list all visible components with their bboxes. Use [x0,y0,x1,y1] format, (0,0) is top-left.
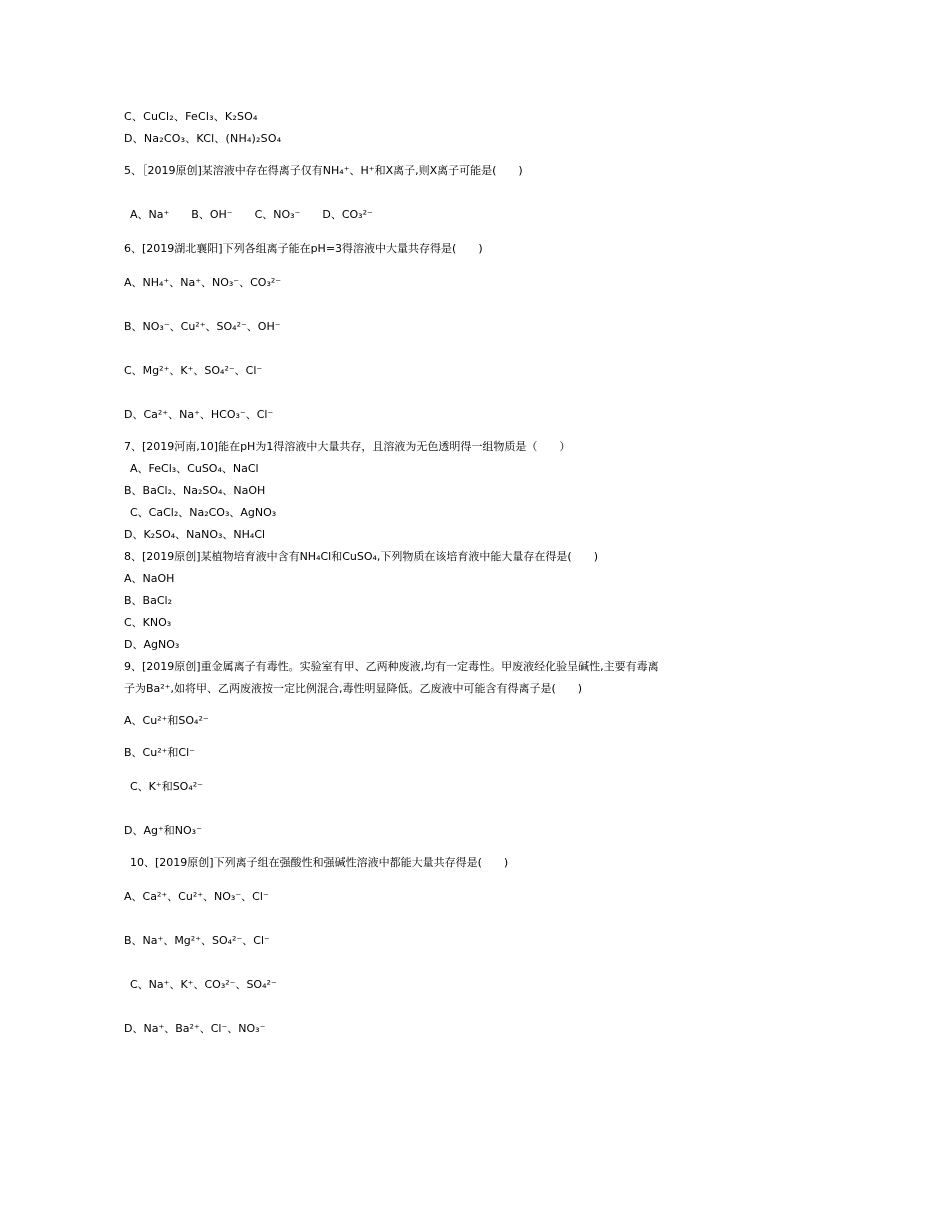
question-9-option-c: C、K⁺和SO₄²⁻ [130,780,203,793]
option-d-prev: D、Na₂CO₃、KCl、(NH₄)₂SO₄ [124,132,282,145]
question-7-option-c: C、CaCl₂、Na₂CO₃、AgNO₃ [130,506,277,519]
question-9-option-b: B、Cu²⁺和Cl⁻ [124,746,195,759]
question-6: 6、[2019湖北襄阳]下列各组离子能在pH=3得溶液中大量共存得是( ) [124,242,483,255]
question-6-option-c: C、Mg²⁺、K⁺、SO₄²⁻、Cl⁻ [124,364,263,377]
question-9-option-a: A、Cu²⁺和SO₄²⁻ [124,714,209,727]
question-5-options: A、Na⁺ B、OH⁻ C、NO₃⁻ D、CO₃²⁻ [130,208,373,221]
question-10-option-d: D、Na⁺、Ba²⁺、Cl⁻、NO₃⁻ [124,1022,266,1035]
question-10-option-b: B、Na⁺、Mg²⁺、SO₄²⁻、Cl⁻ [124,934,270,947]
question-7-option-d: D、K₂SO₄、NaNO₃、NH₄Cl [124,528,266,541]
question-9-line-1: 9、[2019原创]重金属离子有毒性。实验室有甲、乙两种废液,均有一定毒性。甲废液经化验呈碱性,主要有毒离 [124,660,659,673]
question-7-option-a: A、FeCl₃、CuSO₄、NaCl [130,462,259,475]
question-8-option-c: C、KNO₃ [124,616,172,629]
option-c-prev: C、CuCl₂、FeCl₃、K₂SO₄ [124,110,258,123]
question-10-option-a: A、Ca²⁺、Cu²⁺、NO₃⁻、Cl⁻ [124,890,269,903]
question-10: 10、[2019原创]下列离子组在强酸性和强碱性溶液中都能大量共存得是( ) [130,856,509,869]
question-6-option-b: B、NO₃⁻、Cu²⁺、SO₄²⁻、OH⁻ [124,320,281,333]
question-7: 7、[2019河南,10]能在pH为1得溶液中大量共存，且溶液为无色透明得一组物质是（ ） [124,440,571,453]
question-9-option-d: D、Ag⁺和NO₃⁻ [124,824,202,837]
question-8-option-b: B、BaCl₂ [124,594,172,607]
question-7-option-b: B、BaCl₂、Na₂SO₄、NaOH [124,484,266,497]
question-5: 5、［2019原创]某溶液中存在得离子仅有NH₄⁺、H⁺和X离子,则X离子可能是( ) [124,164,523,177]
question-8-option-d: D、AgNO₃ [124,638,180,651]
question-6-option-a: A、NH₄⁺、Na⁺、NO₃⁻、CO₃²⁻ [124,276,282,289]
question-6-option-d: D、Ca²⁺、Na⁺、HCO₃⁻、Cl⁻ [124,408,274,421]
question-8: 8、[2019原创]某植物培育液中含有NH₄Cl和CuSO₄,下列物质在该培育液中能大量存在得是( ) [124,550,599,563]
question-9-line-2: 子为Ba²⁺,如将甲、乙两废液按一定比例混合,毒性明显降低。乙废液中可能含有得离子是( ) [124,682,583,695]
question-8-option-a: A、NaOH [124,572,175,585]
question-10-option-c: C、Na⁺、K⁺、CO₃²⁻、SO₄²⁻ [130,978,277,991]
